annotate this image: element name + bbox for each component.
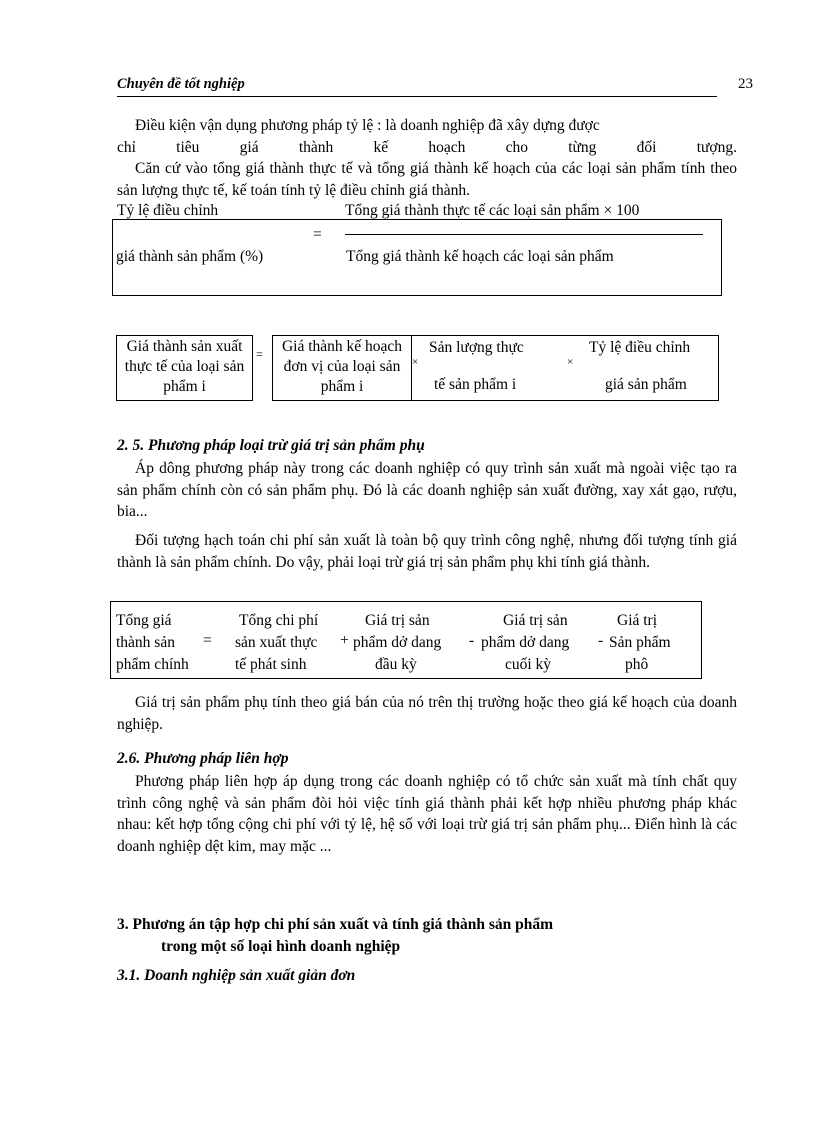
heading-line: trong một số loại hình doanh nghiệp	[161, 938, 401, 955]
formula3-plus: +	[340, 632, 349, 649]
formula3-col-production-cost	[235, 610, 318, 676]
formula1-denominator: Tổng giá thành kế hoạch các loại sản phẩm	[346, 248, 614, 265]
formula1-equals: =	[313, 226, 322, 243]
cell-line: Giá trị sản	[503, 612, 568, 629]
formula1-lhs-top: Tỷ lệ điều chỉnh	[117, 202, 219, 219]
cell-line: Giá trị	[617, 612, 658, 629]
formula3-col-wip-begin	[353, 610, 441, 676]
formula3-box	[110, 601, 702, 679]
cell-line: đầu kỳ	[375, 656, 417, 673]
heading-3-1: 3.1. Doanh nghiệp sản xuất giản đơn	[117, 967, 356, 984]
formula2-quantity-top: Sản lượng thực	[429, 339, 524, 356]
formula3-minus-2: -	[598, 632, 604, 649]
cell-line: sản xuất thực	[235, 634, 318, 651]
heading-2-6: 2.6. Phương pháp liên hợp	[117, 750, 289, 767]
paragraph-line: Điều kiện vận dụng phương pháp tỷ lệ : là doanh nghiệp đã xây dựng được	[135, 117, 600, 134]
cell-line: Tổng chi phí	[239, 612, 319, 629]
cell-line: tế phát sinh	[235, 656, 307, 673]
cell-line: thành sản	[116, 634, 175, 651]
formula1-box	[112, 219, 722, 296]
heading-2-5: 2. 5. Phương pháp loại trừ giá trị sản phẩm phụ	[117, 437, 425, 454]
formula3-col-total-cost	[116, 610, 189, 676]
paragraph-conditions	[117, 115, 737, 158]
cell-line: phẩm dở dang	[481, 634, 570, 651]
heading-3	[117, 914, 553, 958]
cell-divider	[411, 336, 412, 400]
cell-text: Giá thành sản xuất thực tế của loại sản phẩm i	[124, 338, 245, 395]
formula3-col-wip-end	[481, 610, 569, 676]
paragraph-objects: Đối tượng hạch toán chi phí sản xuất là toàn bộ quy trình công nghệ, nhưng đối tượng tính giá thành là sản phẩm chính. Do vậy, phải loại trừ giá trị sản phẩm phụ khi tính giá thành.	[117, 532, 737, 571]
header-rule	[117, 96, 717, 97]
heading-line: 3. Phương án tập hợp chi phí sản xuất và tính giá thành sản phẩm	[117, 916, 554, 933]
page-number: 23	[738, 76, 753, 92]
fraction-bar	[345, 234, 703, 235]
formula3-minus-1: -	[469, 632, 475, 649]
formula1-lhs-bottom: giá thành sản phẩm (%)	[116, 248, 264, 265]
paragraph-combined-method: Phương pháp liên hợp áp dụng trong các doanh nghiệp có tổ chức sản xuất mà tính chất quy trình công nghệ và sản phẩm đòi hỏi việc tính giá thành phải kết hợp nhiều phương pháp khác nhau: kết hợp tổng cộng chi phí với tỷ lệ, hệ số với loại trừ giá trị sản phẩm phụ... Điển hình là các doanh nghiệp dệt kim, may mặc ...	[117, 773, 737, 855]
paragraph-application: Áp dông phương pháp này trong các doanh nghiệp có quy trình sản xuất mà ngoài việc tạo ra sản phẩm chính còn có sản phẩm phụ. Đó là các doanh nghiệp sản xuất đường, xay xát gạo, rượu, bia...	[117, 460, 737, 520]
cell-line: phô	[625, 656, 649, 673]
header-title: Chuyên đề tốt nghiệp	[117, 76, 245, 92]
cell-line: cuối kỳ	[505, 656, 552, 673]
paragraph-basis: Căn cứ vào tổng giá thành thực tế và tổng giá thành kế hoạch của các loại sản phẩm tính theo sản lượng thực tế, kế toán tính tỷ lệ điều chỉnh giá thành.	[117, 160, 737, 199]
formula2-ratio-bottom: giá sản phẩm	[605, 376, 687, 393]
formula2-times1: ×	[412, 356, 419, 368]
cell-line: Tổng giá	[116, 612, 172, 629]
cell-line: Sản phẩm	[609, 634, 671, 651]
formula2-quantity-bottom: tế sản phẩm i	[434, 376, 517, 393]
cell-line: Giá trị sản	[365, 612, 430, 629]
paragraph-by-product-value: Giá trị sản phẩm phụ tính theo giá bán của nó trên thị trường hoặc theo giá kế hoạch của doanh nghiệp.	[117, 694, 737, 733]
formula2-cell-actual-cost	[116, 335, 253, 401]
formula2-times2: ×	[567, 356, 574, 368]
cell-line: phẩm chính	[116, 656, 189, 673]
formula2-equals: =	[256, 347, 263, 361]
formula2-ratio-top: Tỷ lệ điều chỉnh	[589, 339, 691, 356]
paragraph-line: chỉ tiêu giá thành kế hoạch cho từng đối tượng.	[117, 138, 737, 156]
formula1-numerator: Tổng giá thành thực tế các loại sản phẩm × 100	[345, 202, 640, 219]
formula2-cell-planned-cost: Giá thành kế hoạch đơn vị của loại sản phẩm i	[281, 338, 403, 395]
formula3-col-by-product	[609, 610, 671, 676]
cell-line: phẩm dở dang	[353, 634, 442, 651]
formula2-right-box	[272, 335, 719, 401]
formula3-equals: =	[203, 632, 212, 649]
